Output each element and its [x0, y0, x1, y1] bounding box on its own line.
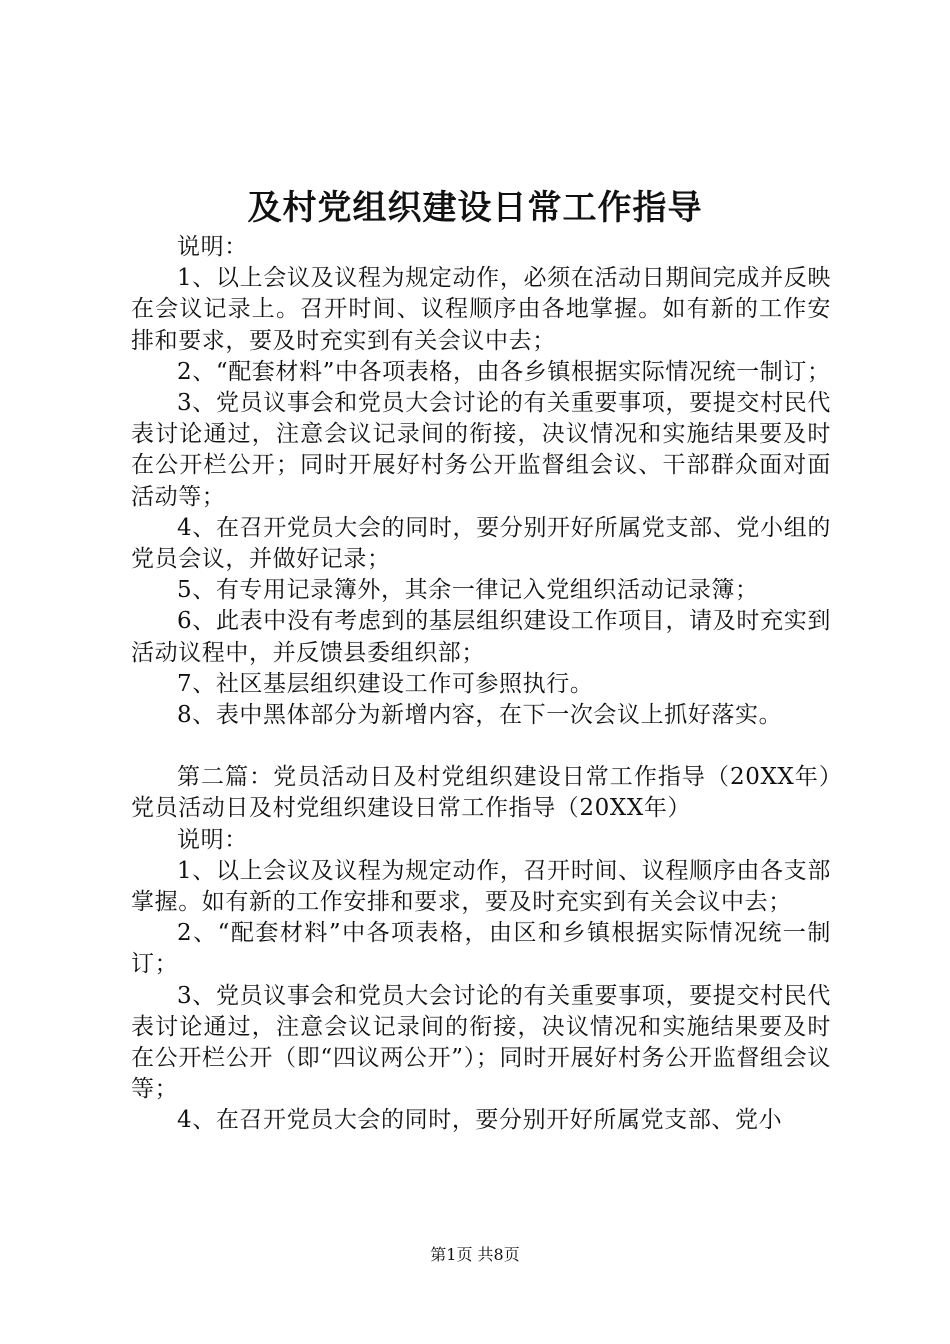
paragraph: 1、以上会议及议程为规定动作，召开时间、议程顺序由各支部掌握。如有新的工作安排和要求，要及时充实到有关会议中去； — [131, 857, 831, 916]
paragraph: 4、在召开党员大会的同时，要分别开好所属党支部、党小组的党员会议，并做好记录； — [131, 514, 831, 573]
paragraph: 2、“配套材料”中各项表格，由区和乡镇根据实际情况统一制订； — [131, 920, 831, 978]
paragraph: 说明： — [177, 234, 248, 260]
paragraph: 3、党员议事会和党员大会讨论的有关重要事项，要提交村民代表讨论通过，注意会议记录间的衔接，决议情况和实施结果要及时在公开栏公开（即“四议两公开”）；同时开展好村务公开监督组会议等； — [131, 982, 831, 1103]
document-title: 及村党组织建设日常工作指导 — [247, 188, 703, 228]
document-body — [131, 232, 831, 1137]
paragraph: 8、表中黑体部分为新增内容，在下一次会议上抓好落实。 — [177, 702, 783, 729]
paragraph: 7、社区基层组织建设工作可参照执行。 — [177, 670, 594, 697]
paragraph: 5、有专用记录簿外，其余一律记入党组织活动记录簿； — [177, 577, 759, 604]
paragraph: 4、在召开党员大会的同时，要分别开好所属党支部、党小 — [177, 1107, 783, 1134]
paragraph: 2、“配套材料”中各项表格，由各乡镇根据实际情况统一制订； — [177, 358, 831, 385]
paragraph: 说明： — [177, 826, 248, 853]
paragraph: 1、以上会议及议程为规定动作，必须在活动日期间完成并反映在会议记录上。召开时间、议程顺序由各地掌握。如有新的工作安排和要求，要及时充实到有关会议中去； — [131, 265, 831, 354]
section-heading: 第二篇：党员活动日及村党组织建设日常工作指导（20XX年）党员活动日及村党组织建设日常工作指导（20XX年） — [131, 764, 831, 822]
paragraph-spacer — [131, 731, 831, 762]
paragraph: 6、此表中没有考虑到的基层组织建设工作项目，请及时充实到活动议程中，并反馈县委组织部； — [131, 608, 831, 666]
page-footer: 第1页 共8页 — [430, 1245, 520, 1264]
paragraph: 3、党员议事会和党员大会讨论的有关重要事项，要提交村民代表讨论通过，注意会议记录间的衔接，决议情况和实施结果要及时在公开栏公开；同时开展好村务公开监督组会议、干部群众面对面活动等； — [131, 390, 831, 510]
